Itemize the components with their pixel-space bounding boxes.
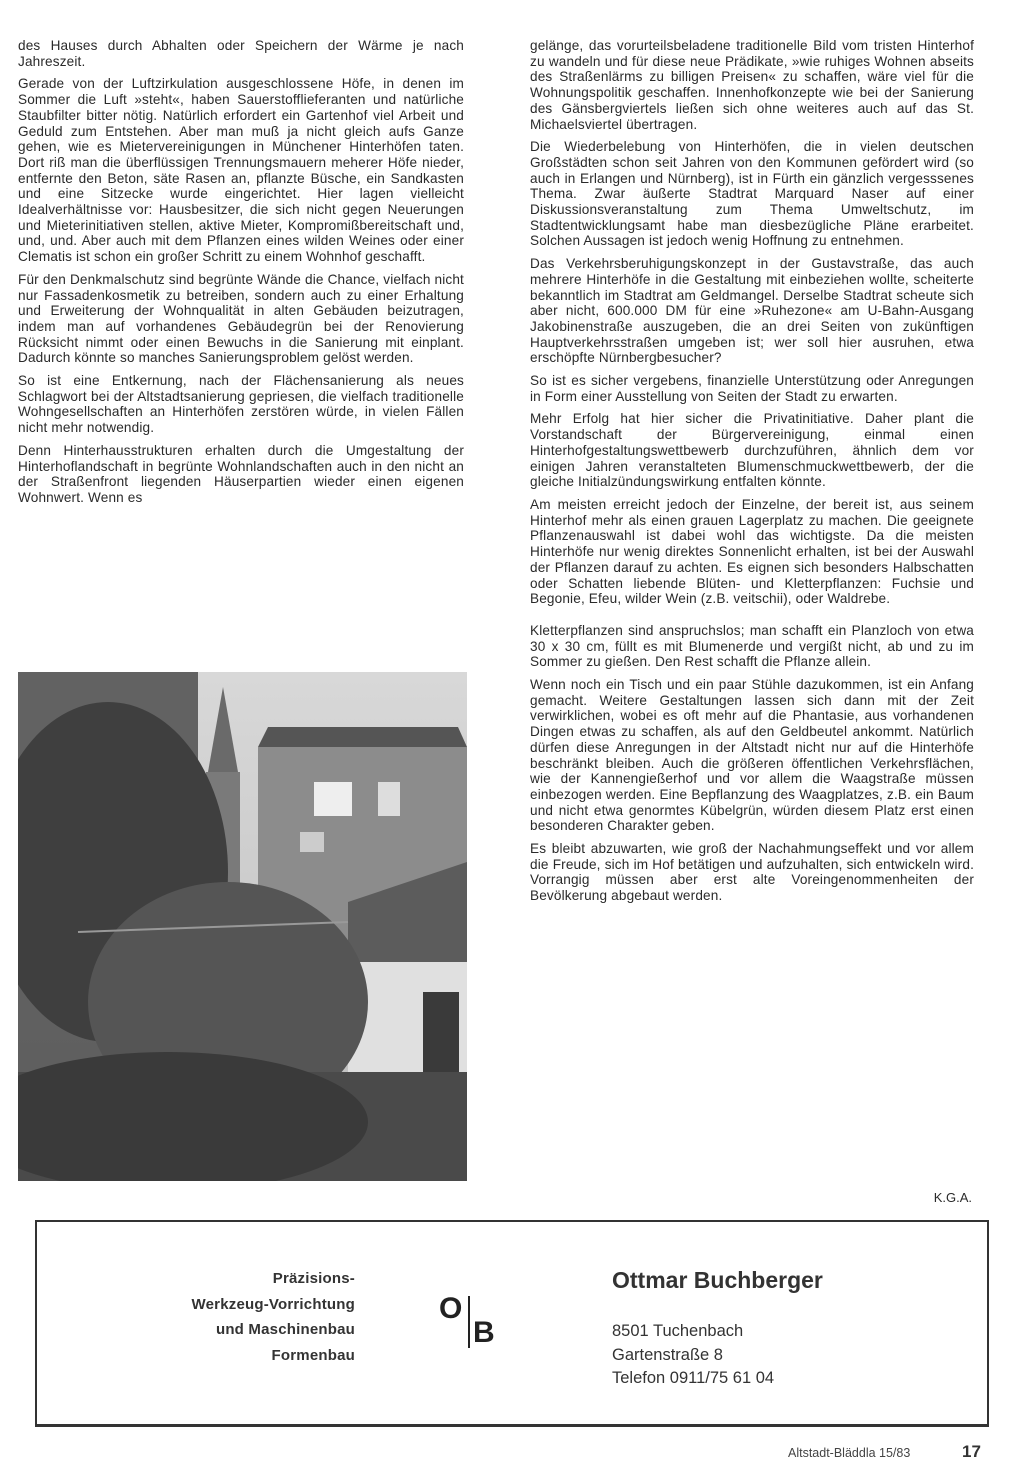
ad-services [192, 1266, 355, 1368]
paragraph: Gerade von der Luftzirkulation ausgeschlossene Höfe, in denen im Sommer die Luft »steht«, haben Sauerstofflieferanten und natürliche Staubfilter bitter nötig. Natürlich erfordert ein Gartenhof viel Arbeit und Geduld zum Entstehen. Aber man muß ja nicht gleich aufs Ganze gehen, wie es Mietervereinigungen in Münchener Hinterhöfen taten. Dort riß man die überflüssigen Trennungsmauern meherer Höfe nieder, entfernte den Beton, säte Rasen an, pflanzte Büsche, ein Sandkasten und eine Sitzecke wurde eingerichtet. Hier lagen vielleicht Idealverhältnisse vor: Hausbesitzer, die sich nicht gegen Neuerungen und Mieterinitiativen stellen, aktive Mieter, Kompromißbereitschaft und, und, und. Aber auch mit dem Pflanzen eines wilden Weines oder einer Clematis ist schon ein großer Schritt zu einem Wohnhof geschafft. [18, 76, 464, 265]
paragraph: Die Wiederbelebung von Hinterhöfen, die in vielen deutschen Großstädten schon seit Jahren von den Kommunen gefördert wird (so auch in Erlangen und Nürnberg), ist in Fürth ein gänzlich vergesssenes Thema. Zwar äußerte Stadtrat Marquard Naser auf einer Diskussionsveranstaltung zum Thema Umweltschutz, im Stadtentwicklungsamt habe man diesbezügliche Pläne erarbeitet. Solchen Aussagen ist jedoch wenig Hoffnung zu entnehmen. [530, 139, 974, 249]
address-line: 8501 Tuchenbach [612, 1322, 744, 1340]
paragraph: So ist eine Entkernung, nach der Flächensanierung als neues Schlagwort bei der Altstadtsanierung gepriesen, die vielfach traditionelle Wohngesellschaften an Hinterhöfen zerstören würde, in vielen Fällen nicht mehr notwendig. [18, 373, 464, 436]
paragraph: Denn Hinterhausstrukturen erhalten durch die Umgestaltung der Hinterhoflandschaft in begrünte Wohnlandschaften auch in den nicht an der Straßenfront liegenden Häuserpartien wieder einen eigenen Wohnwert. Wenn es [18, 442, 464, 505]
logo-divider [468, 1296, 470, 1348]
paragraph: So ist es sicher vergebens, finanzielle Unterstützung oder Anregungen in Form einer Ausstellung von Seiten der Stadt zu erwarten. [530, 373, 974, 404]
paragraph: Es bleibt abzuwarten, wie groß der Nachahmungseffekt und vor allem die Freude, sich im Hof betätigen und aufzuhalten, sich entwickeln wird. Vorrangig müssen aber erst alte Voreingenommenheiten der Bevölkerung abgebaut werden. [530, 841, 974, 904]
address-line: Gartenstraße 8 [612, 1345, 723, 1364]
ad-service-line: Formenbau [271, 1346, 355, 1364]
paragraph: Kletterpflanzen sind anspruchslos; man schafft ein Planzloch von etwa 30 x 30 cm, füllt es mit Blumenerde und vergißt nicht, ab und zu im Sommer zu gießen. Den Rest schafft die Pflanze allein. [530, 622, 974, 670]
paragraph: gelänge, das vorurteilsbeladene traditionelle Bild vom tristen Hinterhof zu wandeln und für diese neue Prädikate, »wie ruhiges Wohnen abseits des Straßenlärms zu billigen Preisen« zu schaffen, wäre viel für die Wohnungspolitik geschaffen. Innenhofkonzepte wie bei der Sanierung des Gänsbergviertels ließen sich ohne weiteres auch auf das St. Michaelsviertel übertragen. [530, 38, 974, 132]
ad-service-line: Werkzeug-Vorrichtung [191, 1295, 355, 1313]
courtyard-photo-image [18, 672, 467, 1181]
company-name: Ottmar Buchberger [612, 1267, 823, 1293]
paragraph: Wenn noch ein Tisch und ein paar Stühle dazukommen, ist ein Anfang gemacht. Weitere Gestaltungen lassen sich dann mit der Zeit verwirklichen, wobei es oft mehr auf die Phantasie, aus vorhandenen Dingen etwas zu schaffen, als auf den Geldbeutel ankommt. Natürlich dürfen diese Anregungen in der Altstadt nicht nur auf die Hinterhöfe beschränkt bleiben. Auch die größeren öffentlichen Verkehrsflächen, wie der Kannengießerhof und vor allem die Waagstraße müssen einbezogen werden. Eine Bepflanzung des Waagplatzes, z.B. ein Baum und nicht etwa genormtes Kübelgrün, würden diesem Platz erst einen besonderen Charakter geben. [530, 677, 974, 834]
ad-service-line: und Maschinenbau [215, 1321, 355, 1338]
ad-service-line: Präzisions- [272, 1270, 355, 1287]
article-column-left [18, 38, 464, 513]
publication-footer: Altstadt-Bläddla 15/83 [788, 1446, 911, 1460]
company-logo [439, 1292, 519, 1352]
paragraph: Für den Denkmalschutz sind begrünte Wände die Chance, vielfach nicht nur Fassadenkosmetik zu betreiben, sondern auch zu einer Erhaltung und Erweiterung der Wohnqualität in alten Gebäuden beizutragen, indem man auf vorhandenes Gebäudegrün bei der Renovierung Rücksicht nimmt oder einen Bewuchs in die Sanierung mit einplant. Dadurch könnte so manches Sanierungsproblem gelöst werden. [18, 271, 464, 366]
paragraph: des Hauses durch Abhalten oder Speichern der Wärme je nach Jahreszeit. [18, 38, 464, 69]
logo-letter-b: B [473, 1316, 495, 1349]
phone-line: Telefon 0911/75 61 04 [612, 1369, 775, 1387]
paragraph: Mehr Erfolg hat hier sicher die Privatinitiative. Daher plant die Vorstandschaft der Bürgervereinigung, einmal einen Hinterhofgestaltungswettbewerb durchzuführen, ähnlich dem vor einigen Jahren veranstalteten Blumenschmuckwettbewerb, der die gleiche Initialzündungswirkung entfalten könnte. [530, 411, 974, 490]
courtyard-photo [18, 672, 467, 1181]
author-signature: K.G.A. [933, 1190, 972, 1205]
paragraph: Am meisten erreicht jedoch der Einzelne, der bereit ist, aus seinem Hinterhof mehr als einen grauen Lagerplatz zu machen. Die geeignete Pflanzenauswahl ist dabei wohl das wichtigste. Da die meisten Hinterhöfe nur wenig direktes Sonnenlicht erhalten, ist bei der Auswahl der Pflanzen darauf zu achten. Es eignen sich besonders Halbschatten oder Schatten liebende Blüten- und Kletterpflanzen: Fuchsie und Begonie, Efeu, wilder Wein (z.B. veitschii), oder Waldrebe. [530, 496, 974, 607]
page-number: 17 [962, 1442, 981, 1461]
article-column-right [530, 38, 974, 911]
advertisement [35, 1220, 989, 1427]
company-address [612, 1320, 774, 1391]
logo-letter-o: O [439, 1292, 463, 1325]
paragraph: Das Verkehrsberuhigungskonzept in der Gustavstraße, das auch mehrere Hinterhöfe in die Gestaltung mit einbeziehen wollte, scheiterte bekanntlich im Stadtrat am Geldmangel. Derselbe Stadtrat scheute sich aber nicht, 600.000 DM für eine »Ruhezone« am U-Bahn-Ausgang Jakobinenstraße auszugeben, die an drei Seiten von zukünftigen Hauptverkehrsstraßen umgeben ist; wer soll hier ausruhen, etwa erschöpfte Nürnbergbesucher? [530, 256, 974, 366]
